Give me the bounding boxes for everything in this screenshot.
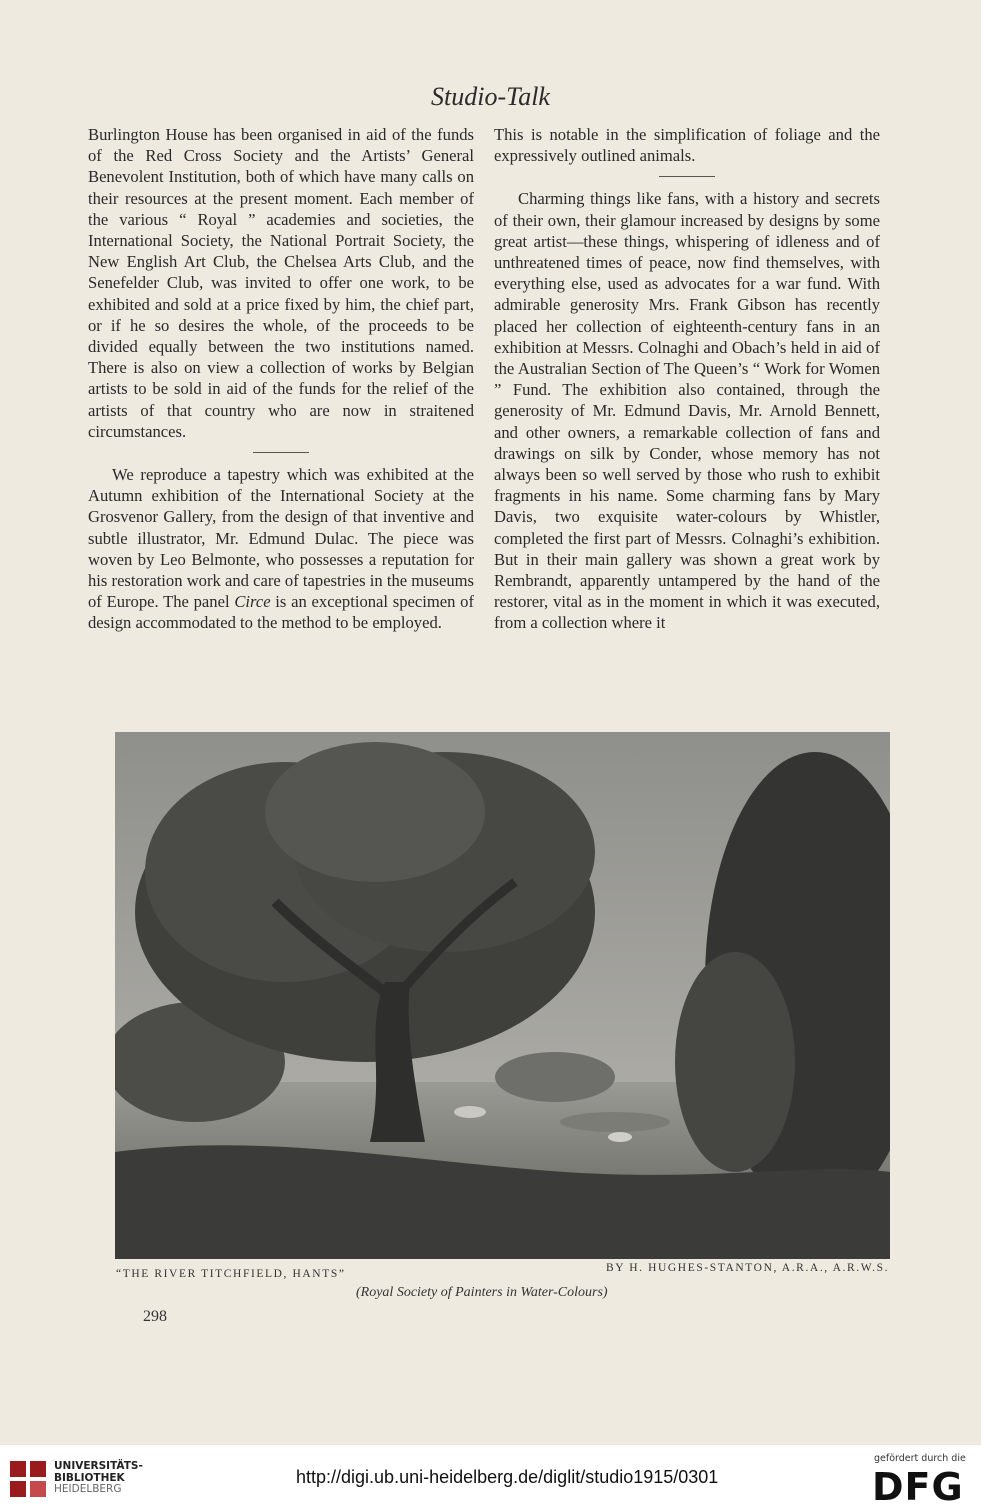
section-divider (253, 452, 309, 453)
university-library-logo-icon (8, 1459, 48, 1499)
permalink[interactable]: http://digi.ub.uni-heidelberg.de/diglit/studio1915/0301 (296, 1467, 719, 1487)
funding-label: gefördert durch die (874, 1453, 966, 1464)
library-name-line: UNIVERSITÄTS- (54, 1460, 143, 1472)
library-name-line: BIBLIOTHEK (54, 1471, 125, 1484)
paragraph-foliage: This is notable in the simplification of foliage and the expressively outlined animals. (494, 125, 880, 166)
artwork-title: Circe (234, 592, 271, 612)
dfg-logo[interactable]: DFG (872, 1465, 964, 1509)
library-name-line: HEIDELBERG (54, 1483, 122, 1495)
paragraph-red-cross: Burlington House has been organised in aid of the funds of the Red Cross Society and the Artists’ General Benevolent Institution, both of which have many calls on their resources at the present moment. Each member of the various “ Royal ” academies and societies, the International Society, the National Portrait Society, the New English Art Club, the Chelsea Arts Club, and the Senefelder Club, was invited to offer one work, to be exhibited and sold at a price fixed by him, the chief part, or if he so desires the whole, of the proceeds to be divided equally between the two institutions named. There is also on view a collection of works by Belgian artists to be sold in aid of the funds for the relief of the artists of that country who are now in straitened circumstances. (88, 125, 474, 441)
paragraph-fans: Charming things like fans, with a history and secrets of their own, their glamour increased by designs by some great artist—these things, whispering of idleness and of unthreatened times of peace, now find themselves, with everything else, used as advocates for a war fund. With admirable generosity Mrs. Frank Gibson has recently placed her collection of eighteenth-century fans in an exhibition at Messrs. Colnaghi and Obach’s held in aid of the Australian Section of The Queen’s “ Work for Women ” Fund. The exhibition also contained, through the generosity of Mr. Edmund Davis, Mr. Arnold Bennett, and other owners, a remarkable collection of fans and drawings on silk by Conder, whose memory has not always been so well served by those who rush to exhibit fragments in his name. Some charming fans by Mary Davis, two exquisite water-colours by Whistler, completed the first part of Messrs. Colnaghi’s exhibition. But in their main gallery was shown a great work by Rembrandt, apparently untampered by the hand of the restorer, vital as in the moment in which it was executed, from a collection where it (494, 189, 880, 633)
paragraph-tapestry (88, 464, 474, 634)
plate-title: “THE RIVER TITCHFIELD, HANTS” (116, 1268, 346, 1280)
plate-artist: BY H. HUGHES-STANTON, A.R.A., A.R.W.S. (606, 1262, 890, 1274)
paragraph-text: is an exceptional specimen of design accommodated to the method to be employed. (88, 592, 474, 633)
right-column (494, 124, 880, 634)
landscape-painting (115, 732, 890, 1259)
left-column (88, 124, 474, 634)
page-number: 298 (143, 1308, 167, 1325)
illustration-plate (115, 732, 890, 1259)
running-head: Studio-Talk (431, 82, 550, 111)
viewer-footer (0, 1445, 981, 1512)
section-divider (659, 176, 715, 177)
library-name (54, 1461, 143, 1496)
plate-source: (Royal Society of Painters in Water-Colours) (356, 1285, 608, 1300)
paragraph-text: We reproduce a tapestry which was exhibited at the Autumn exhibition of the International Society at the Grosvenor Gallery, from the design of that inventive and subtle illustrator, Mr. Edmund Dulac. The piece was woven by Leo Belmonte, who possesses a reputation for his restoration work and care of tapestries in the museums of Europe. The panel (88, 465, 474, 612)
